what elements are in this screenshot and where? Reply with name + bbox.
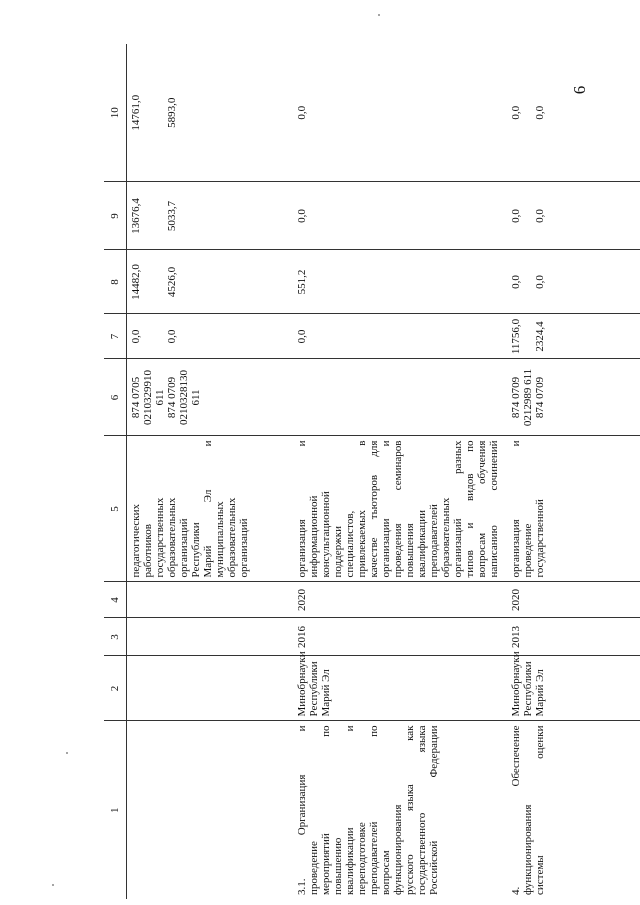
col-header-7: 7 (104, 314, 127, 359)
cell-budget-code (293, 359, 507, 436)
cell-budget-code: 874 0705 0210329910 611 874 0709 0210328130 611 (127, 359, 293, 436)
col-header-9: 9 (104, 182, 127, 250)
col-header-2: 2 (104, 656, 127, 721)
cell-executor: Минобрнауки Республики Марий Эл (293, 656, 507, 721)
scan-speck (66, 752, 68, 754)
cell-description: организация и проведение государственной (507, 436, 640, 582)
cell-description: педагогических работников государственных образовательных организаций Республики Марий Эл и муниципальных образовательных организаций (127, 436, 293, 582)
table-row (127, 44, 293, 899)
col-header-4: 4 (104, 582, 127, 618)
cell-end-year (127, 582, 293, 618)
cell-value-9: 13676,4 5033,7 (127, 182, 293, 250)
cell-event: 3.1. Организация и проведение мероприятий по повышению квалификации и переподготовке преподавателей по вопросам функционирования русского языка как государственного языка Российской Федерации (295, 725, 440, 895)
scan-speck (378, 14, 380, 16)
cell-end-year: 2020 (293, 582, 507, 618)
cell-executor: Минобрнауки Республики Марий Эл (507, 656, 640, 721)
cell-end-year: 2020 (507, 582, 640, 618)
cell-value-8: 551,2 (293, 250, 507, 314)
cell-start-year: 2013 (507, 618, 640, 656)
cell-event: 4. Обеспечение функционирования системы оценки (509, 725, 546, 895)
cell-value-7: 0,0 0,0 (127, 314, 293, 359)
cell-start-year: 2016 (293, 618, 507, 656)
cell-event (127, 721, 293, 899)
table-row (507, 44, 640, 899)
cell-value-9: 0,0 (293, 182, 507, 250)
rotated-table-wrapper (104, 44, 640, 899)
col-header-10: 10 (104, 44, 127, 182)
scan-speck (52, 884, 54, 886)
cell-value-10: 0,0 0,0 (507, 44, 640, 182)
cell-value-10: 0,0 (293, 44, 507, 182)
cell-value-7: 0,0 (293, 314, 507, 359)
cell-executor (127, 656, 293, 721)
cell-start-year (127, 618, 293, 656)
col-header-6: 6 (104, 359, 127, 436)
col-header-8: 8 (104, 250, 127, 314)
cell-value-8: 14482,0 4526,0 (127, 250, 293, 314)
col-header-1: 1 (104, 721, 127, 899)
col-header-3: 3 (104, 618, 127, 656)
col-header-5: 5 (104, 436, 127, 582)
cell-description: организация и информационной консультационной поддержки специалистов, привлекаемых в качестве тьюторов для организации и проведения семинаров повышения квалификации преподавателей образовательных организаций разных типов и видов по вопросам обучения написанию сочинений (293, 436, 507, 582)
cell-value-10: 14761,0 5893,0 (127, 44, 293, 182)
cell-value-7: 11756,0 2324,4 (507, 314, 640, 359)
header-row (104, 44, 127, 899)
table-row (293, 44, 507, 899)
budget-table (104, 44, 640, 899)
cell-value-8: 0,0 0,0 (507, 250, 640, 314)
cell-budget-code: 874 0709 0212989 611 874 0709 (507, 359, 640, 436)
cell-value-9: 0,0 0,0 (507, 182, 640, 250)
page-number: 6 (570, 85, 589, 95)
